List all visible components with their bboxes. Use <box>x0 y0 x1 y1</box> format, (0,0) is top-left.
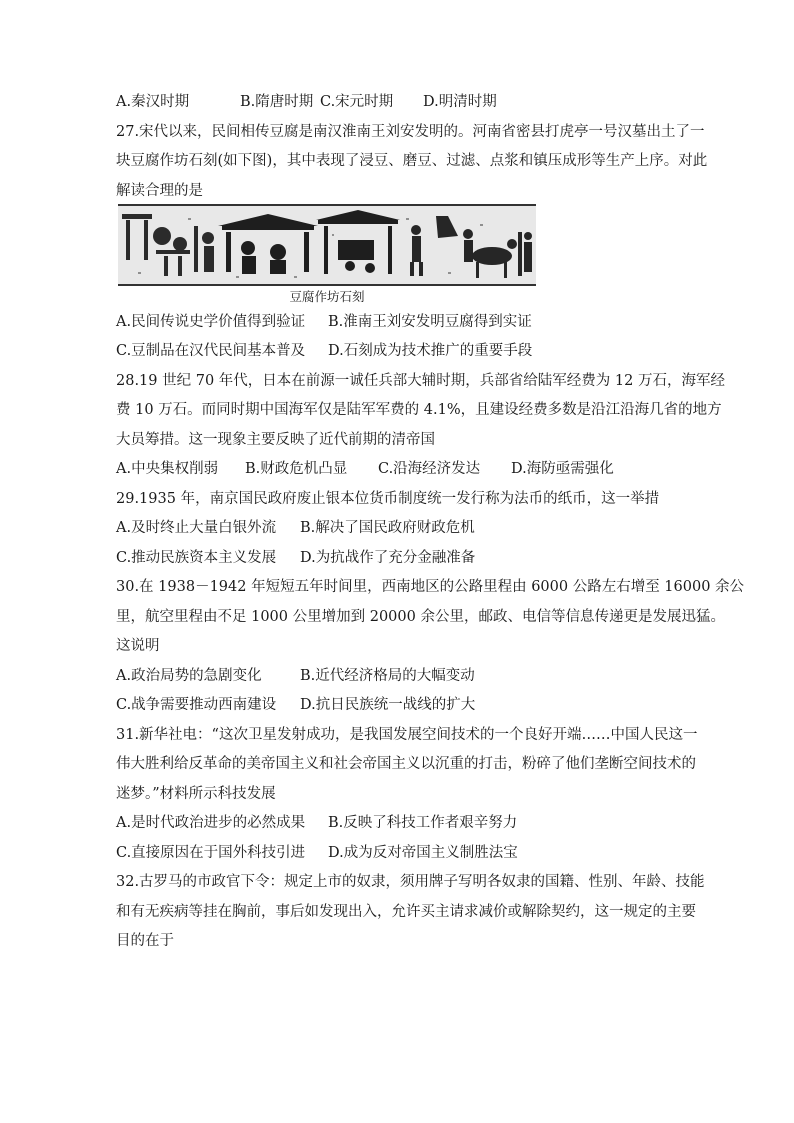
q30-option-b: B.近代经济格局的大幅变动 <box>300 667 475 684</box>
q27-options-row-1 <box>116 312 676 333</box>
q29-options-row-2 <box>116 548 676 569</box>
q27-options-row-2 <box>116 341 676 362</box>
figure-caption: 豆腐作坊石刻 <box>289 288 365 304</box>
q29-options-row-1 <box>116 518 676 539</box>
q27-stem-line-2: 块豆腐作坊石刻(如下图)，其中表现了浸豆、磨豆、过滤、点浆和镇压成形等生产上序。对此 <box>116 153 708 169</box>
q26-options <box>116 92 676 113</box>
q31-stem-line-2: 伟大胜利给反革命的美帝国主义和社会帝国主义以沉重的打击，粉碎了他们垄断空间技术的 <box>116 756 696 772</box>
q32-stem-line-3: 目的在于 <box>116 933 174 949</box>
q30-stem-line-1: 30.在 1938－1942 年短短五年时间里，西南地区的公路里程由 6000 公路左右增至 16000 余公 <box>116 579 745 595</box>
q28-stem-line-2: 费 10 万石。而同时期中国海军仅是陆军军费的 4.1%，且建设经费多数是沿江沿海几省的地方 <box>116 402 722 418</box>
exam-page <box>116 92 745 961</box>
q30-option-c: C.战争需要推动西南建设 <box>116 697 277 713</box>
q28-stem-line-3: 大员筹措。这一现象主要反映了近代前期的清帝国 <box>116 431 435 448</box>
q29-option-b: B.解决了国民政府财政危机 <box>300 520 475 536</box>
q28-options <box>116 459 676 480</box>
q30-stem-line-2: 里，航空里程由不足 1000 公里增加到 20000 余公里，邮政、电信等信息传递更是发展迅猛。 <box>116 608 725 625</box>
q28-option-b: B.财政危机凸显 <box>245 461 348 477</box>
q29-option-a: A.及时终止大量白银外流 <box>116 520 277 536</box>
q31-options-row-1 <box>116 813 676 834</box>
q31-option-a: A.是时代政治进步的必然成果 <box>116 815 306 831</box>
q28-option-a: A.中央集权削弱 <box>116 461 219 477</box>
q30-option-a: A.政治局势的急剧变化 <box>116 667 262 684</box>
q31-option-b: B.反映了科技工作者艰辛努力 <box>328 815 518 831</box>
q27-option-a: A.民间传说史学价值得到验证 <box>116 313 306 330</box>
q26-option-a: A.秦汉时期 <box>116 94 190 110</box>
q28-option-c: C.沿海经济发达 <box>378 461 481 477</box>
q27-option-b: B.淮南王刘安发明豆腐得到实证 <box>328 313 532 330</box>
q32-stem-line-2: 和有无疾病等挂在胸前，事后如发现出入，允许买主请求减价或解除契约，这一规定的主要 <box>116 903 696 920</box>
q30-options-row-1 <box>116 666 676 687</box>
q31-stem-line-1: 31.新华社电：“这次卫星发射成功，是我国发展空间技术的一个良好开端……中国人民这一 <box>116 726 698 743</box>
q32-stem-line-1: 32.古罗马的市政官下令：规定上市的奴隶，须用牌子写明各奴隶的国籍、性别、年龄、技能 <box>116 874 705 890</box>
q26-option-d: D.明清时期 <box>423 94 497 110</box>
q31-options-row-2 <box>116 843 676 864</box>
q27-option-d: D.石刻成为技术推广的重要手段 <box>328 343 533 359</box>
q29-stem-line-1: 29.1935 年，南京国民政府废止银本位货币制度统一发行称为法币的纸币，这一举措 <box>116 490 660 507</box>
q28-stem-line-1: 28.19 世纪 70 年代，日本在前源一诚任兵部大辅时期，兵部省给陆军经费为 12 万石，海军经 <box>116 372 725 389</box>
q29-option-d: D.为抗战作了充分金融准备 <box>300 549 476 566</box>
q29-option-c: C.推动民族资本主义发展 <box>116 549 277 566</box>
q27-option-c: C.豆制品在汉代民间基本普及 <box>116 343 306 359</box>
tofu-workshop-stone-carving-image <box>118 204 536 286</box>
q31-option-d: D.成为反对帝国主义制胜法宝 <box>328 844 518 861</box>
q27-stem-line-3: 解读合理的是 <box>116 182 203 199</box>
q26-option-c: C.宋元时期 <box>320 94 394 110</box>
q31-option-c: C.直接原因在于国外科技引进 <box>116 844 306 861</box>
q27-stem-line-1: 27.宋代以来，民间相传豆腐是南汉淮南王刘安发明的。河南省密县打虎亭一号汉墓出土了一 <box>116 123 705 140</box>
q30-stem-line-3: 这说明 <box>116 638 160 654</box>
q31-stem-line-3: 迷梦。”材料所示科技发展 <box>116 785 276 802</box>
tofu-workshop-figure <box>118 204 536 306</box>
q28-option-d: D.海防亟需强化 <box>511 461 614 477</box>
q26-option-b: B.隋唐时期 <box>240 94 314 110</box>
q30-option-d: D.抗日民族统一战线的扩大 <box>300 697 476 713</box>
q30-options-row-2 <box>116 695 676 716</box>
